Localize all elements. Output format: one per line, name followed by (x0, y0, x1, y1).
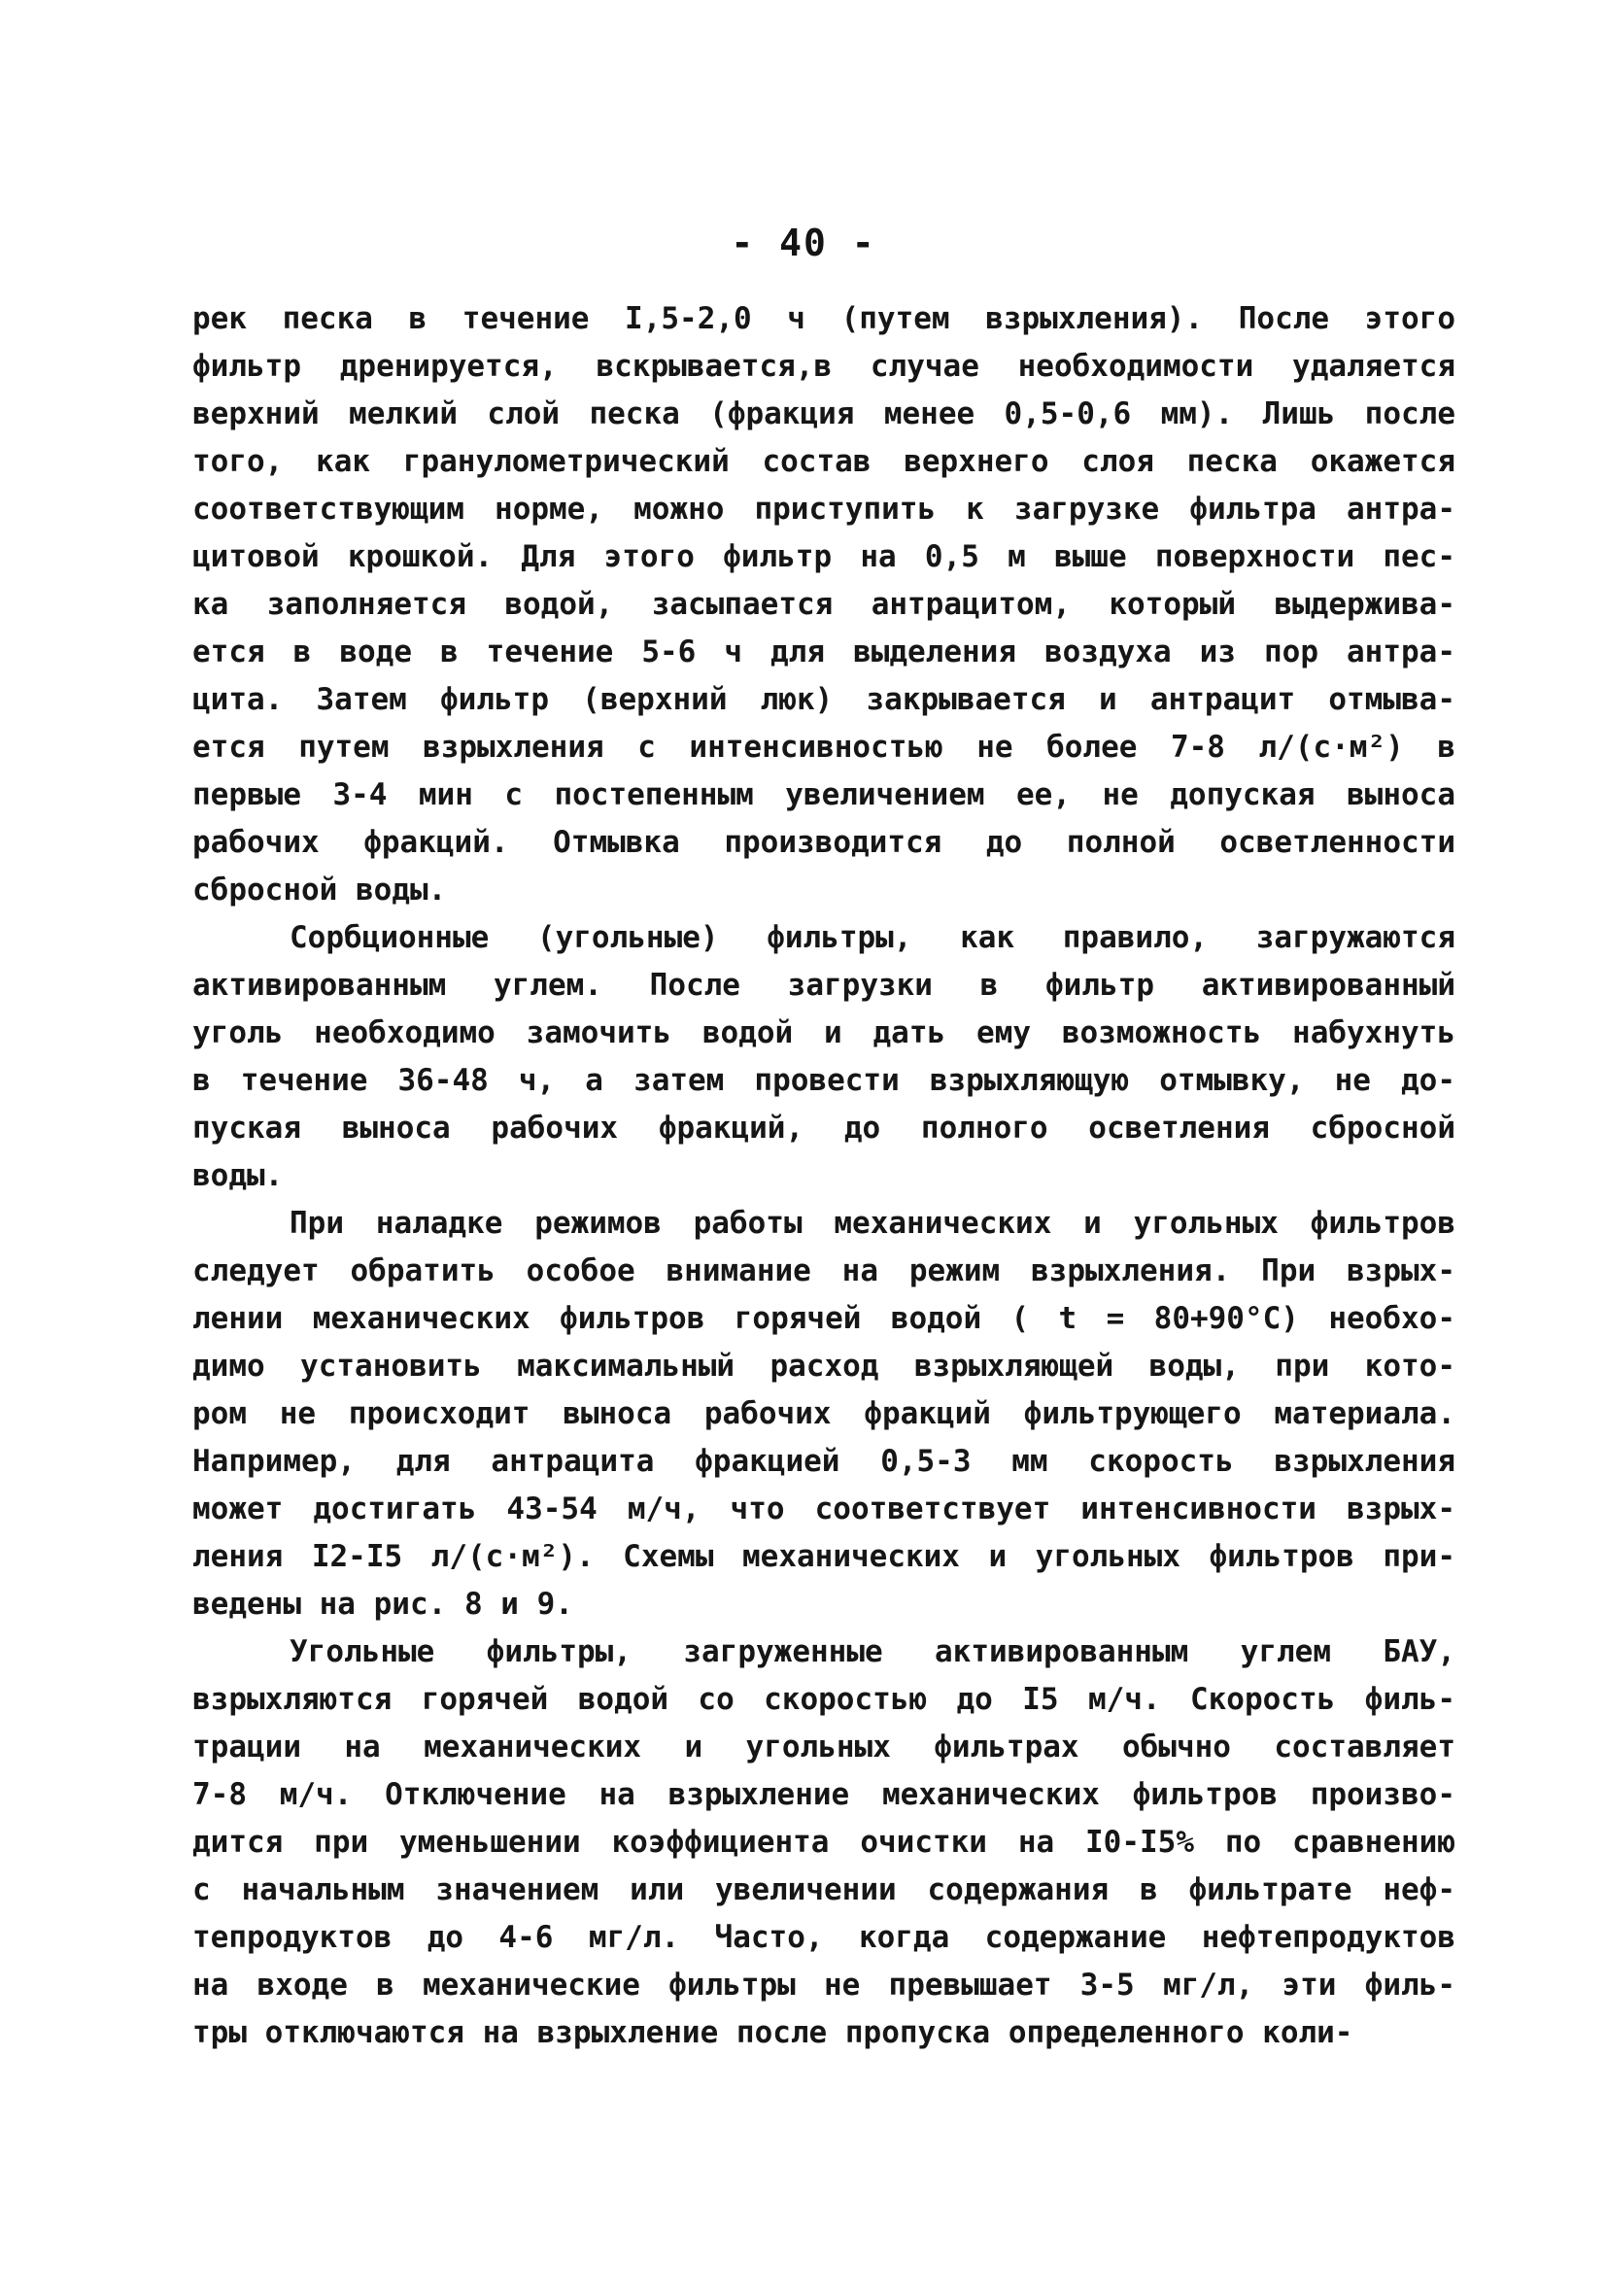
paragraph (192, 295, 1455, 914)
body-text (192, 295, 1455, 2057)
text-line: При наладке режимов работы механических и угольных фильтров (290, 1206, 1455, 1241)
text-line: пуская выноса рабочих фракций, до полного осветления сбросной (192, 1111, 1455, 1146)
paragraph (192, 1200, 1455, 1628)
paragraph (192, 914, 1455, 1200)
text-line: трации на механических и угольных фильтрах обычно составляет (192, 1730, 1455, 1765)
text-line: фильтр дренируется, вскрывается,в случае необходимости удаляется (192, 349, 1455, 384)
text-line: первые 3-4 мин с постепенным увеличением ее, не допуская выноса (192, 777, 1455, 812)
text-line: на входе в механические фильтры не превышает 3-5 мг/л, эти филь- (192, 1968, 1455, 2003)
text-line: ведены на рис. 8 и 9. (192, 1587, 573, 1622)
text-line: ется путем взрыхления с интенсивностью не более 7-8 л/(с·м²) в (192, 730, 1455, 765)
text-line: тры отключаются на взрыхление после пропуска определенного коли- (192, 2015, 1353, 2050)
text-line: ром не происходит выноса рабочих фракций фильтрующего материала. (192, 1396, 1455, 1431)
text-line: Например, для антрацита фракцией 0,5-3 мм скорость взрыхления (192, 1444, 1455, 1479)
text-line: рабочих фракций. Отмывка производится до полной осветленности (192, 825, 1455, 860)
text-line: того, как гранулометрический состав верхнего слоя песка окажется (192, 444, 1455, 479)
text-line: ления I2-I5 л/(с·м²). Схемы механических и угольных фильтров при- (192, 1539, 1455, 1574)
paragraph (192, 1628, 1455, 2057)
text-line: тепродуктов до 4-6 мг/л. Часто, когда содержание нефтепродуктов (192, 1920, 1455, 1955)
text-line: сбросной воды. (192, 873, 447, 908)
text-line: цитовой крошкой. Для этого фильтр на 0,5 м выше поверхности пес- (192, 539, 1455, 574)
text-line: лении механических фильтров горячей водой ( t = 80+90°С) необхо- (192, 1301, 1455, 1336)
text-line: в течение 36-48 ч, а затем провести взрыхляющую отмывку, не до- (192, 1063, 1455, 1098)
text-line: с начальным значением или увеличении содержания в фильтрате неф- (192, 1872, 1455, 1907)
text-line: рек песка в течение I,5-2,0 ч (путем взрыхления). После этого (192, 301, 1455, 336)
text-line: верхний мелкий слой песка (фракция менее 0,5-0,6 мм). Лишь после (192, 396, 1455, 431)
text-line: димо установить максимальный расход взрыхляющей воды, при кото- (192, 1349, 1455, 1384)
text-line: Угольные фильтры, загруженные активированным углем БАУ, (290, 1634, 1455, 1669)
text-line: следует обратить особое внимание на режим взрыхления. При взрых- (192, 1253, 1455, 1288)
text-line: может достигать 43-54 м/ч, что соответствует интенсивности взрых- (192, 1491, 1455, 1526)
text-line: цита. Затем фильтр (верхний люк) закрывается и антрацит отмыва- (192, 682, 1455, 717)
text-line: дится при уменьшении коэффициента очистки на I0-I5% по сравнению (192, 1825, 1455, 1860)
text-line: уголь необходимо замочить водой и дать ему возможность набухнуть (192, 1015, 1455, 1050)
text-line: активированным углем. После загрузки в фильтр активированный (192, 968, 1455, 1003)
page-number: - 40 - (731, 222, 876, 264)
text-line: соответствующим норме, можно приступить к загрузке фильтра антра- (192, 492, 1455, 527)
text-line: ется в воде в течение 5-6 ч для выделения воздуха из пор антра- (192, 634, 1455, 669)
text-line: ка заполняется водой, засыпается антрацитом, который выдержива- (192, 587, 1455, 622)
text-line: воды. (192, 1158, 284, 1193)
text-line: взрыхляются горячей водой со скоростью до I5 м/ч. Скорость филь- (192, 1682, 1455, 1717)
text-line: Сорбционные (угольные) фильтры, как правило, загружаются (290, 920, 1455, 955)
text-line: 7-8 м/ч. Отключение на взрыхление механических фильтров произво- (192, 1777, 1455, 1812)
